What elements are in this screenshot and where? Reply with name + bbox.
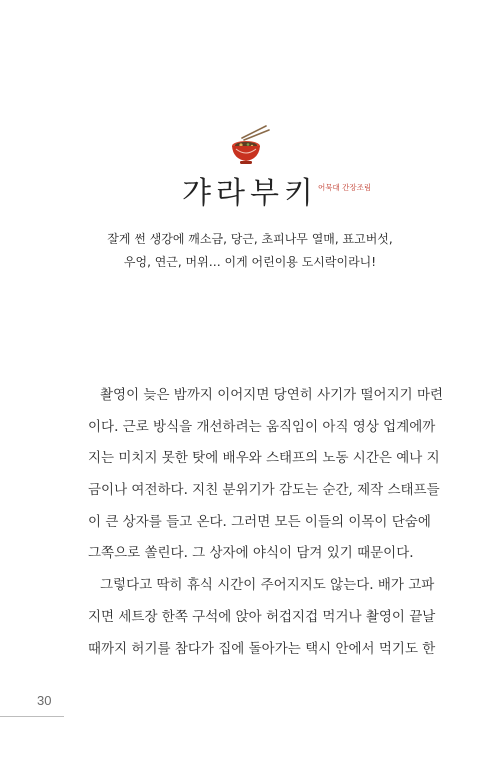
body-line: 그렇다고 딱히 휴식 시간이 주어지지도 않는다. 배가 고파 xyxy=(100,577,435,594)
title-block xyxy=(0,176,500,212)
subtitle xyxy=(0,228,500,274)
body-text xyxy=(88,380,444,665)
page-number: 30 xyxy=(37,693,52,708)
body-line: 이다. 근로 방식을 개선하려는 움직임이 아직 영상 업계에까 xyxy=(88,418,436,435)
footer-rule xyxy=(0,716,64,717)
body-line: 그쪽으로 쏠린다. 그 상자에 야식이 담겨 있기 때문이다. xyxy=(88,545,414,562)
subtitle-line: 잘게 썬 생강에 깨소금, 당근, 초피나무 열매, 표고버섯, xyxy=(107,232,393,246)
body-line: 금이나 여전하다. 지친 분위기가 감도는 순간, 제작 스태프들 xyxy=(88,482,440,499)
noodle-bowl-icon xyxy=(226,124,272,168)
subtitle-line: 우엉, 연근, 머위… 이게 어린이용 도시락이라니! xyxy=(123,255,377,269)
body-line: 지는 미치지 못한 탓에 배우와 스태프의 노동 시간은 예나 지 xyxy=(88,450,440,467)
body-line: 이 큰 상자를 들고 온다. 그러면 모든 이들의 이목이 단숨에 xyxy=(88,513,431,530)
body-line: 때까지 허기를 참다가 집에 돌아가는 택시 안에서 먹기도 한 xyxy=(88,640,436,657)
body-line: 촬영이 늦은 밤까지 이어지면 당연히 사기가 떨어지기 마련 xyxy=(100,387,444,403)
body-line: 지면 세트장 한쪽 구석에 앉아 허겁지겁 먹거나 촬영이 끝날 xyxy=(88,608,436,625)
title-annotation: 어묵대 간장조림 xyxy=(318,183,372,192)
page-title: 갸라부키 xyxy=(182,176,318,211)
